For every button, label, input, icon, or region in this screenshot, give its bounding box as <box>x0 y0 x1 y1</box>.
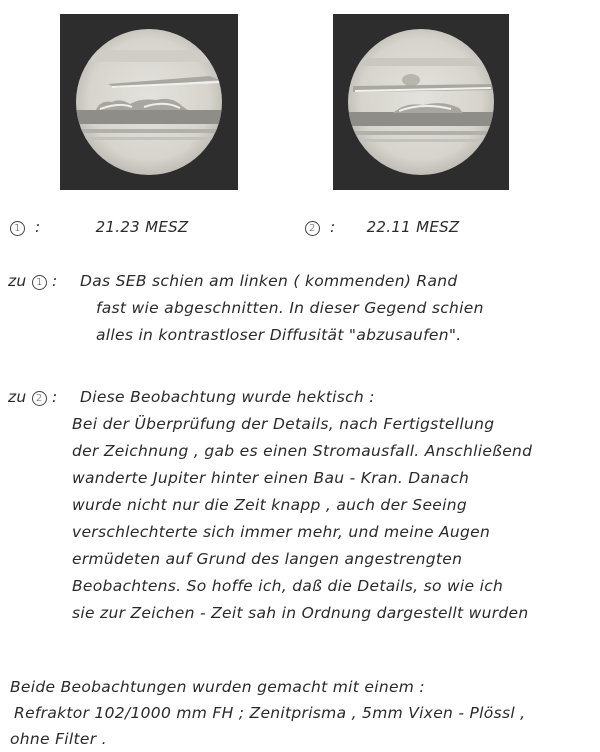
note-drawing-1 <box>8 268 598 349</box>
drawing-caption-1: 1 : 21.23 MESZ <box>10 218 189 236</box>
jupiter-disk-1 <box>60 14 238 190</box>
note-1-line-2: fast wie abgeschnitten. In dieser Gegend schien <box>96 299 484 317</box>
circled-number-note-1: 1 <box>32 275 47 290</box>
note-2-line-6: verschlechterte sich immer mehr, und meine Augen <box>72 523 491 541</box>
circled-number-note-2: 2 <box>32 391 47 406</box>
note-1-line-3: alles in kontrastloser Diffusität "abzusaufen". <box>96 326 462 344</box>
note-2-line-8: Beobachtens. So hoffe ich, daß die Details, so wie ich <box>72 577 504 595</box>
circled-number-1: 1 <box>10 221 25 236</box>
note-prefix-1: zu 1 : <box>8 272 58 290</box>
note-2-line-7: ermüdeten auf Grund des langen angestrengten <box>72 550 463 568</box>
note-2-line-1: Diese Beobachtung wurde hektisch : <box>80 388 375 406</box>
note-1-line-1: Das SEB schien am linken ( kommenden) Rand <box>80 272 458 290</box>
equipment-line-2: Refraktor 102/1000 mm FH ; Zenitprisma , 5mm Vixen - Plössl , <box>14 704 526 722</box>
jupiter-drawing-2 <box>333 14 509 190</box>
note-2-line-5: wurde nicht nur die Zeit knapp , auch der Seeing <box>72 496 467 514</box>
note-2-line-4: wanderte Jupiter hinter einen Bau - Kran. Danach <box>72 469 470 487</box>
equipment-line-1: Beide Beobachtungen wurden gemacht mit einem : <box>10 678 425 696</box>
jupiter-drawing-1 <box>60 14 238 190</box>
circled-number-2: 2 <box>305 221 320 236</box>
note-drawing-2 <box>8 384 598 627</box>
note-prefix-2: zu 2 : <box>8 388 58 406</box>
note-2-line-9: sie zur Zeichen - Zeit sah in Ordnung dargestellt wurden <box>72 604 529 622</box>
jupiter-disk-2 <box>333 14 509 190</box>
equipment-note <box>10 674 598 752</box>
note-2-line-2: Bei der Überprüfung der Details, nach Fertigstellung <box>72 415 495 433</box>
equipment-line-3: ohne Filter . <box>10 730 107 748</box>
note-2-line-3: der Zeichnung , gab es einen Stromausfall. Anschließend <box>72 442 533 460</box>
drawing-time-1: 21.23 MESZ <box>95 218 189 236</box>
drawing-caption-2: 2 : 22.11 MESZ <box>305 218 460 236</box>
drawing-time-2: 22.11 MESZ <box>366 218 460 236</box>
